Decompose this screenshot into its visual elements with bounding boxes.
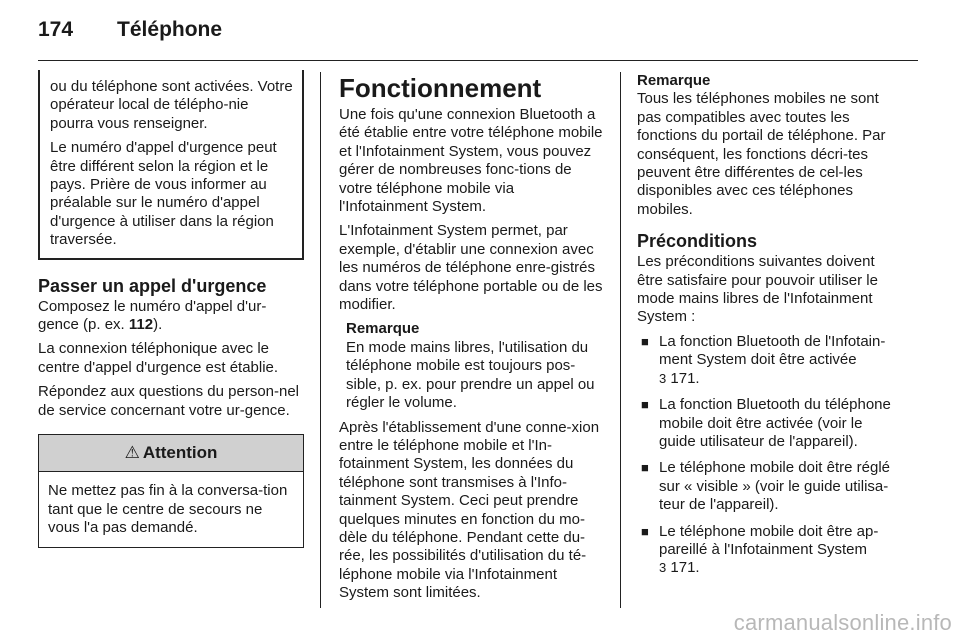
- attention-header: [39, 435, 303, 472]
- emergency-call-heading: Passer un appel d'urgence: [38, 275, 267, 296]
- list-item-text: La fonction Bluetooth du téléphone mobile doit être activée (voir le guide utilisateur de l'appareil).: [659, 396, 891, 450]
- square-bullet-icon: ■: [641, 460, 649, 476]
- emergency-paragraph-3: Répondez aux questions du person-nel de service concernant votre ur-gence.: [38, 383, 300, 419]
- note-text: En mode mains libres, l'utilisation du téléphone mobile est toujours pos-sible, p. ex. pour prendre un appel ou régler le volume.: [346, 338, 595, 412]
- list-item: [637, 523, 903, 578]
- emergency-text: Composez le numéro d'appel d'ur-gence (p. ex.: [38, 297, 267, 334]
- square-bullet-icon: ■: [641, 333, 649, 349]
- watermark: carmanualsonline.info: [733, 610, 952, 635]
- column-divider-1: [320, 72, 321, 608]
- list-item: [637, 459, 903, 514]
- emergency-paragraph-2: La connexion téléphonique avec le centre d'appel d'urgence est établie.: [38, 340, 279, 376]
- list-item: [637, 396, 903, 451]
- column-2: [339, 74, 603, 609]
- attention-box: [38, 434, 304, 548]
- emergency-paragraph-1: [38, 298, 304, 335]
- list-item-ref: 171.: [666, 369, 700, 387]
- operation-heading: Fonctionnement: [339, 73, 542, 103]
- preconditions-intro: Les préconditions suivantes doivent être satisfaire pour pouvoir utiliser le mode mains libres de l'Infotainment System :: [637, 253, 878, 326]
- page-header: [38, 18, 918, 48]
- page-title: Téléphone: [117, 18, 223, 41]
- list-item-text: Le téléphone mobile doit être ap-pareillé à l'Infotainment System: [659, 522, 879, 558]
- list-item: [637, 333, 903, 388]
- preconditions-list: [637, 333, 903, 578]
- operation-paragraph-1: Une fois qu'une connexion Bluetooth a été établie entre votre téléphone mobile et l'Infotainment System, vous pouvez gérer de nombreuses fonc-tions de votre téléphone mobile via l'Infotainment System.: [339, 106, 603, 216]
- box-paragraph-2: Le numéro d'appel d'urgence peut être différent selon la région et le pays. Prière de vous informer au préalable sur le numéro d'appel d'urgence à utiliser dans la région traversée.: [50, 139, 277, 249]
- attention-title: Attention: [142, 442, 218, 462]
- column-3: [637, 72, 903, 586]
- column-divider-2: [620, 72, 621, 608]
- page-reference: 112: [128, 316, 154, 334]
- page-number: 174: [38, 18, 74, 41]
- cross-reference-icon: 3: [659, 560, 667, 576]
- column-1: [38, 72, 304, 548]
- square-bullet-icon: ■: [641, 397, 649, 413]
- emergency-text-end: ).: [153, 316, 163, 334]
- attention-text: Ne mettez pas fin à la conversa-tion tant que le centre de secours ne vous l'a pas demandé.: [48, 482, 288, 536]
- cross-reference-icon: 3: [659, 370, 667, 386]
- continued-warning-box: [38, 70, 304, 260]
- list-item-text: La fonction Bluetooth de l'Infotain-ment System doit être activée: [659, 332, 886, 369]
- note-text-2: Tous les téléphones mobiles ne sont pas compatibles avec toutes les fonctions du portail de téléphone. Par conséquent, les fonctions décri-tes peuvent être différentes de cel-les disponibles avec ces téléphones mobiles.: [637, 90, 886, 218]
- operation-paragraph-3: Après l'établissement d'une conne-xion entre le téléphone mobile et l'In-fotainment System, les données du téléphone sont transmises à l'Info-tainment System. Ceci peut prendre quelques minutes en fonction du mo-dèle du téléphone. Pendant cette du-rée, les possibilités d'utilisation du té-léphone mobile via l'Infotainment System sont limitées.: [339, 418, 600, 602]
- note-title: Remarque: [346, 320, 420, 338]
- preconditions-heading: Préconditions: [637, 231, 758, 252]
- operation-paragraph-2: L'Infotainment System permet, par exemple, d'établir une connexion avec les numéros de téléphone enre-gistrés dans votre téléphone portable ou de les modifier.: [339, 222, 603, 314]
- box-paragraph-1: ou du téléphone sont activées. Votre opérateur local de télépho-nie pourra vous renseigner.: [50, 78, 293, 132]
- warning-icon: ⚠: [124, 442, 140, 462]
- note-block: [339, 320, 603, 412]
- note-block-2: [637, 72, 903, 219]
- list-item-text: Le téléphone mobile doit être réglé sur « visible » (voir le guide utilisa-teur de l'appareil).: [659, 459, 890, 514]
- square-bullet-icon: ■: [641, 523, 649, 539]
- list-item-ref: 171.: [666, 559, 700, 577]
- note-title-2: Remarque: [637, 72, 711, 89]
- header-divider: [38, 60, 918, 61]
